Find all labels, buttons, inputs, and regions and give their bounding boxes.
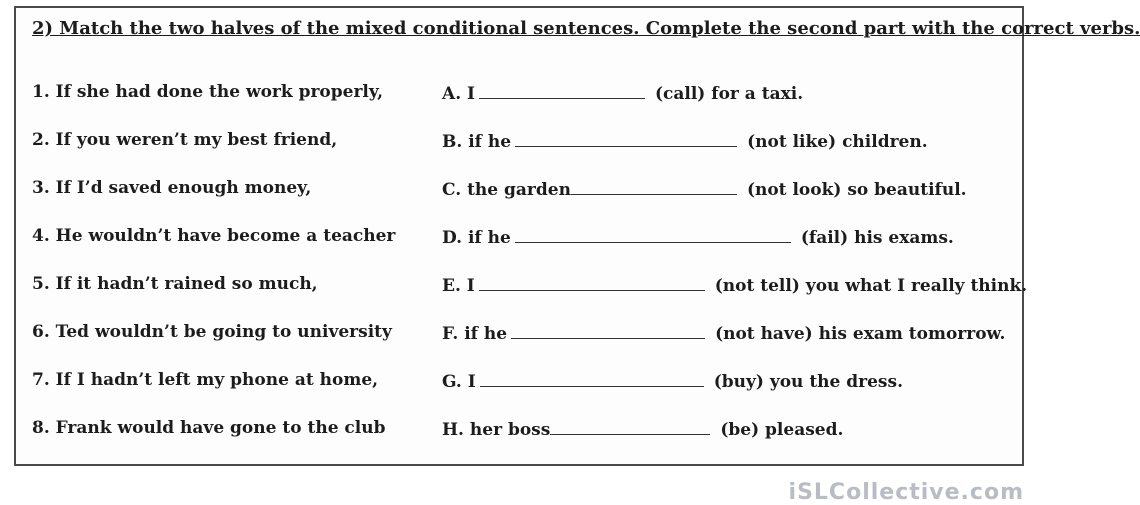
- second-half-prefix-a: A. I: [442, 84, 475, 104]
- second-half-d: [442, 226, 954, 248]
- second-half-suffix-c: (not look) so beautiful.: [746, 180, 967, 200]
- first-half-8: 8. Frank would have gone to the club: [32, 418, 386, 438]
- second-half-prefix-e: E. I: [442, 276, 475, 296]
- second-half-suffix-d: (fail) his exams.: [800, 228, 954, 248]
- answer-blank-g[interactable]: [480, 370, 704, 387]
- second-half-suffix-b: (not like) children.: [747, 132, 928, 152]
- answer-blank-b[interactable]: [515, 130, 737, 147]
- sentence-row-1: [16, 82, 1022, 112]
- second-half-b: [442, 130, 928, 152]
- second-half-a: [442, 82, 803, 104]
- second-half-suffix-h: (be) pleased.: [720, 420, 844, 440]
- answer-blank-a[interactable]: [479, 82, 645, 99]
- sentence-row-6: [16, 322, 1022, 352]
- exercise-title: 2) Match the two halves of the mixed conditional sentences. Complete the second part with the correct verbs.: [32, 18, 1140, 39]
- first-half-5: 5. If it hadn’t rained so much,: [32, 274, 318, 294]
- islcollective-watermark: iSLCollective.com: [788, 480, 1024, 505]
- second-half-prefix-g: G. I: [442, 372, 476, 392]
- sentence-row-5: [16, 274, 1028, 304]
- second-half-suffix-e: (not tell) you what I really think.: [714, 276, 1028, 296]
- sentence-row-8: [16, 418, 1022, 448]
- second-half-h: [442, 418, 843, 440]
- second-half-prefix-c: C. the garden: [442, 180, 571, 200]
- first-half-2: 2. If you weren’t my best friend,: [32, 130, 338, 150]
- first-half-4: 4. He wouldn’t have become a teacher: [32, 226, 396, 246]
- sentence-row-4: [16, 226, 1022, 256]
- second-half-f: [442, 322, 1005, 344]
- answer-blank-c[interactable]: [571, 178, 737, 195]
- second-half-prefix-b: B. if he: [442, 132, 512, 152]
- answer-blank-f[interactable]: [511, 322, 705, 339]
- second-half-suffix-g: (buy) you the dress.: [713, 372, 903, 392]
- sentence-row-7: [16, 370, 1022, 400]
- sentence-row-3: [16, 178, 1022, 208]
- second-half-suffix-f: (not have) his exam tomorrow.: [715, 324, 1006, 344]
- first-half-6: 6. Ted wouldn’t be going to university: [32, 322, 392, 342]
- worksheet-frame: [14, 6, 1140, 466]
- second-half-prefix-d: D. if he: [442, 228, 511, 248]
- second-half-suffix-a: (call) for a taxi.: [654, 84, 804, 104]
- first-half-7: 7. If I hadn’t left my phone at home,: [32, 370, 379, 390]
- second-half-prefix-h: H. her boss: [442, 420, 551, 440]
- sentence-row-2: [16, 130, 1022, 160]
- answer-blank-h[interactable]: [550, 418, 710, 435]
- second-half-g: [442, 370, 903, 392]
- second-half-c: [442, 178, 967, 200]
- first-half-3: 3. If I’d saved enough money,: [32, 178, 312, 198]
- answer-blank-e[interactable]: [479, 274, 705, 291]
- answer-blank-d[interactable]: [515, 226, 791, 243]
- first-half-1: 1. If she had done the work properly,: [32, 82, 384, 102]
- second-half-e: [442, 274, 1027, 296]
- second-half-prefix-f: F. if he: [442, 324, 508, 344]
